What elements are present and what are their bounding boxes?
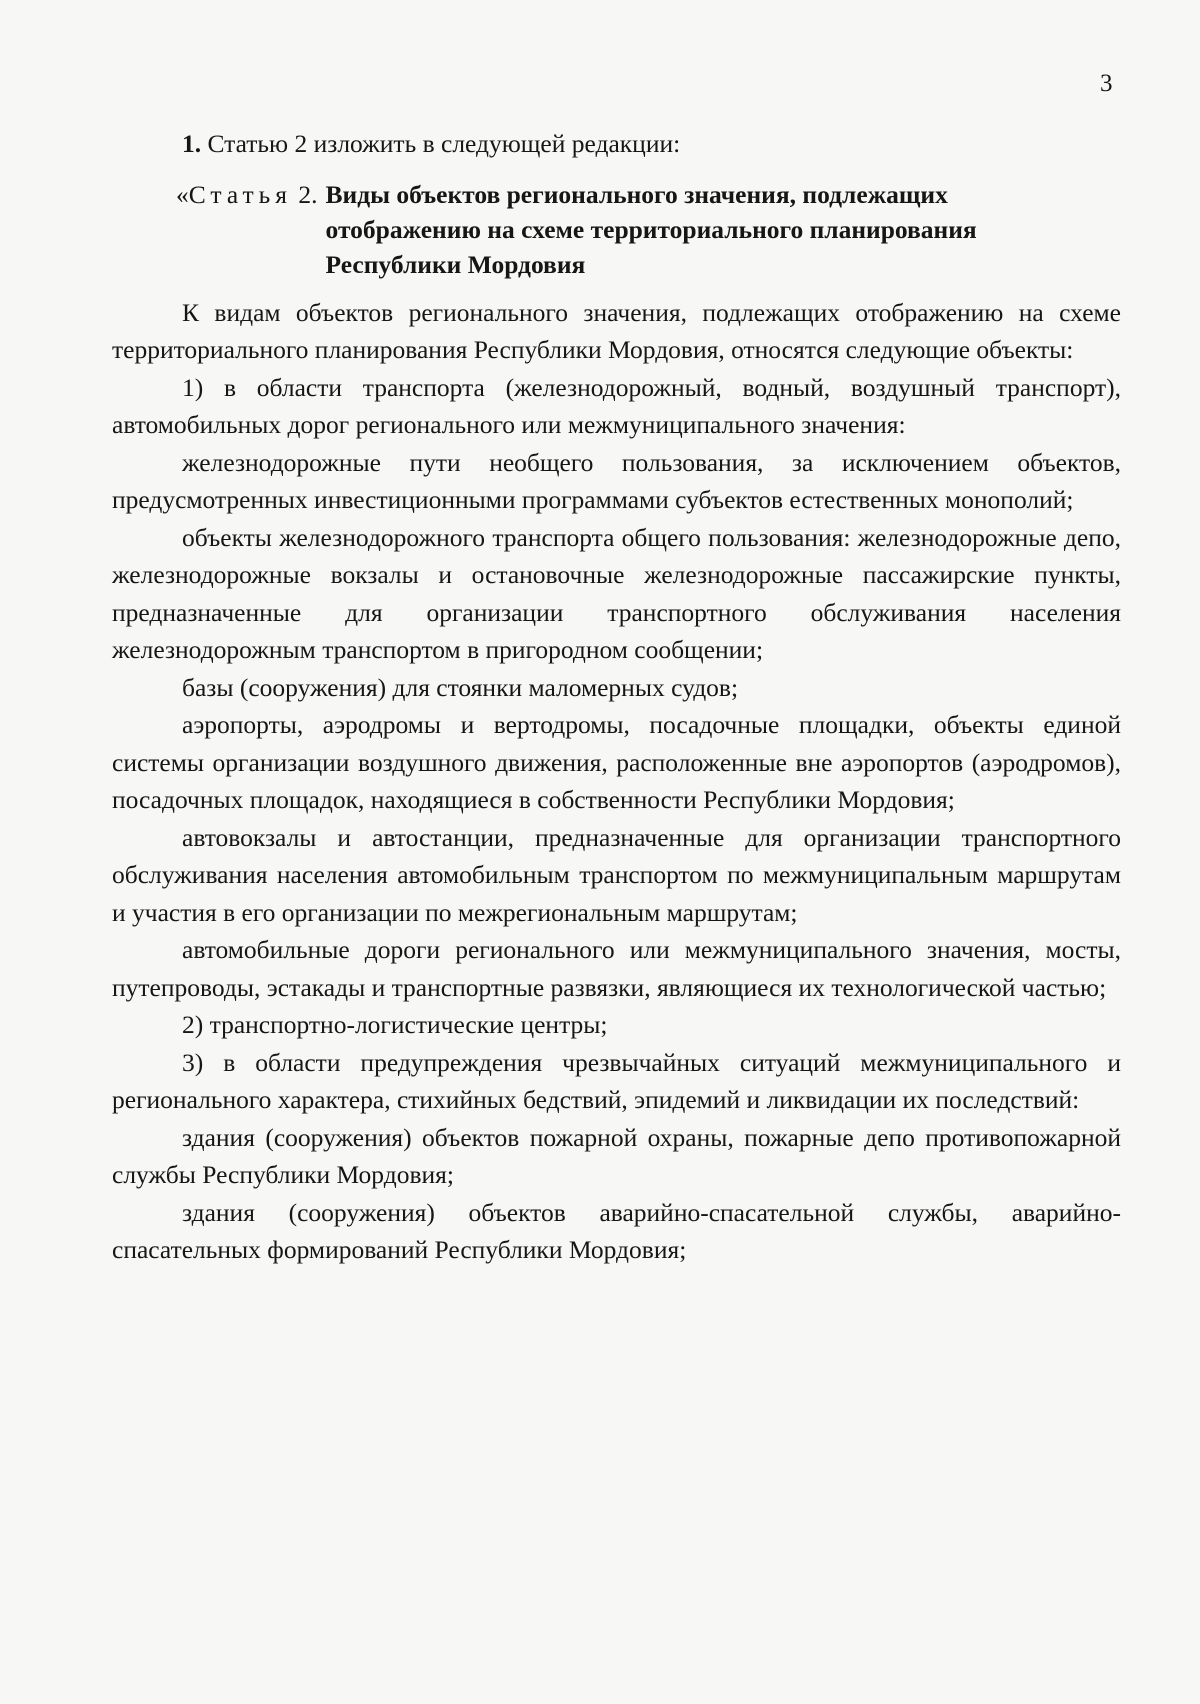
paragraph-railway-objects: объекты железнодорожного транспорта общего пользования: железнодорожные депо, железнодорожные вокзалы и остановочные железнодорожные пассажирские пункты, предназначенные для организации транспортного обслуживания населения железнодорожным транспортом в пригородном сообщении; [112,522,1121,664]
list-item-transport: 1) в области транспорта (железнодорожный, водный, воздушный транспорт), автомобильных дорог регионального или межмуниципального значения: [112,372,1121,439]
paragraph-bus-stations: автовокзалы и автостанции, предназначенные для организации транспортного обслуживания населения автомобильным транспортом по межмуниципальным маршрутам и участия в его организации по межрегиональным маршрутам; [112,822,1121,927]
list-item-emergencies: 3) в области предупреждения чрезвычайных ситуаций межмуниципального и регионального характера, стихийных бедствий, эпидемий и ликвидации их последствий: [112,1047,1121,1114]
list-item-logistics: 2) транспортно-логистические центры; [182,1010,608,1039]
amendment-number: 1. [182,129,202,158]
amendment-text: Статью 2 изложить в следующей редакции: [201,129,681,158]
paragraph-airports: аэропорты, аэродромы и вертодромы, посадочные площадки, объекты единой системы организации воздушного движения, расположенные вне аэропортов (аэродромов), посадочных площадок, находящиеся в собственности Республики Мордовия; [112,710,1121,814]
opening-quote: « [176,179,189,209]
amendment-intro [112,125,1121,163]
article-title: Виды объектов регионального значения, подлежащих отображению на схеме территориального планирования Республики Мордовия [325,179,977,279]
paragraph-rescue-service: здания (сооружения) объектов аварийно-спасательной службы, аварийно-спасательных формирований Республики Мордовия; [112,1197,1121,1264]
paragraph-intro: К видам объектов регионального значения, подлежащих отображению на схеме территориального планирования Республики Мордовия, относятся следующие объекты: [112,297,1121,364]
paragraph-roads: автомобильные дороги регионального или межмуниципального значения, мосты, путепроводы, эстакады и транспортные развязки, являющиеся их технологической частью; [112,935,1121,1002]
article-heading [112,177,1121,282]
paragraph-fire-protection: здания (сооружения) объектов пожарной охраны, пожарные депо противопожарной службы Республики Мордовия; [112,1122,1121,1189]
paragraph-railway-tracks: железнодорожные пути необщего пользования, за исключением объектов, предусмотренных инвестиционными программами субъектов естественных монополий; [112,447,1121,514]
paragraph-boat-bases: базы (сооружения) для стоянки маломерных судов; [182,672,739,702]
article-text [112,294,1121,1269]
document-body [112,125,1121,1269]
article-word: Статья [188,179,293,209]
article-label [176,177,326,282]
page-number: 3 [1100,70,1113,97]
article-number: 2. [292,179,318,209]
